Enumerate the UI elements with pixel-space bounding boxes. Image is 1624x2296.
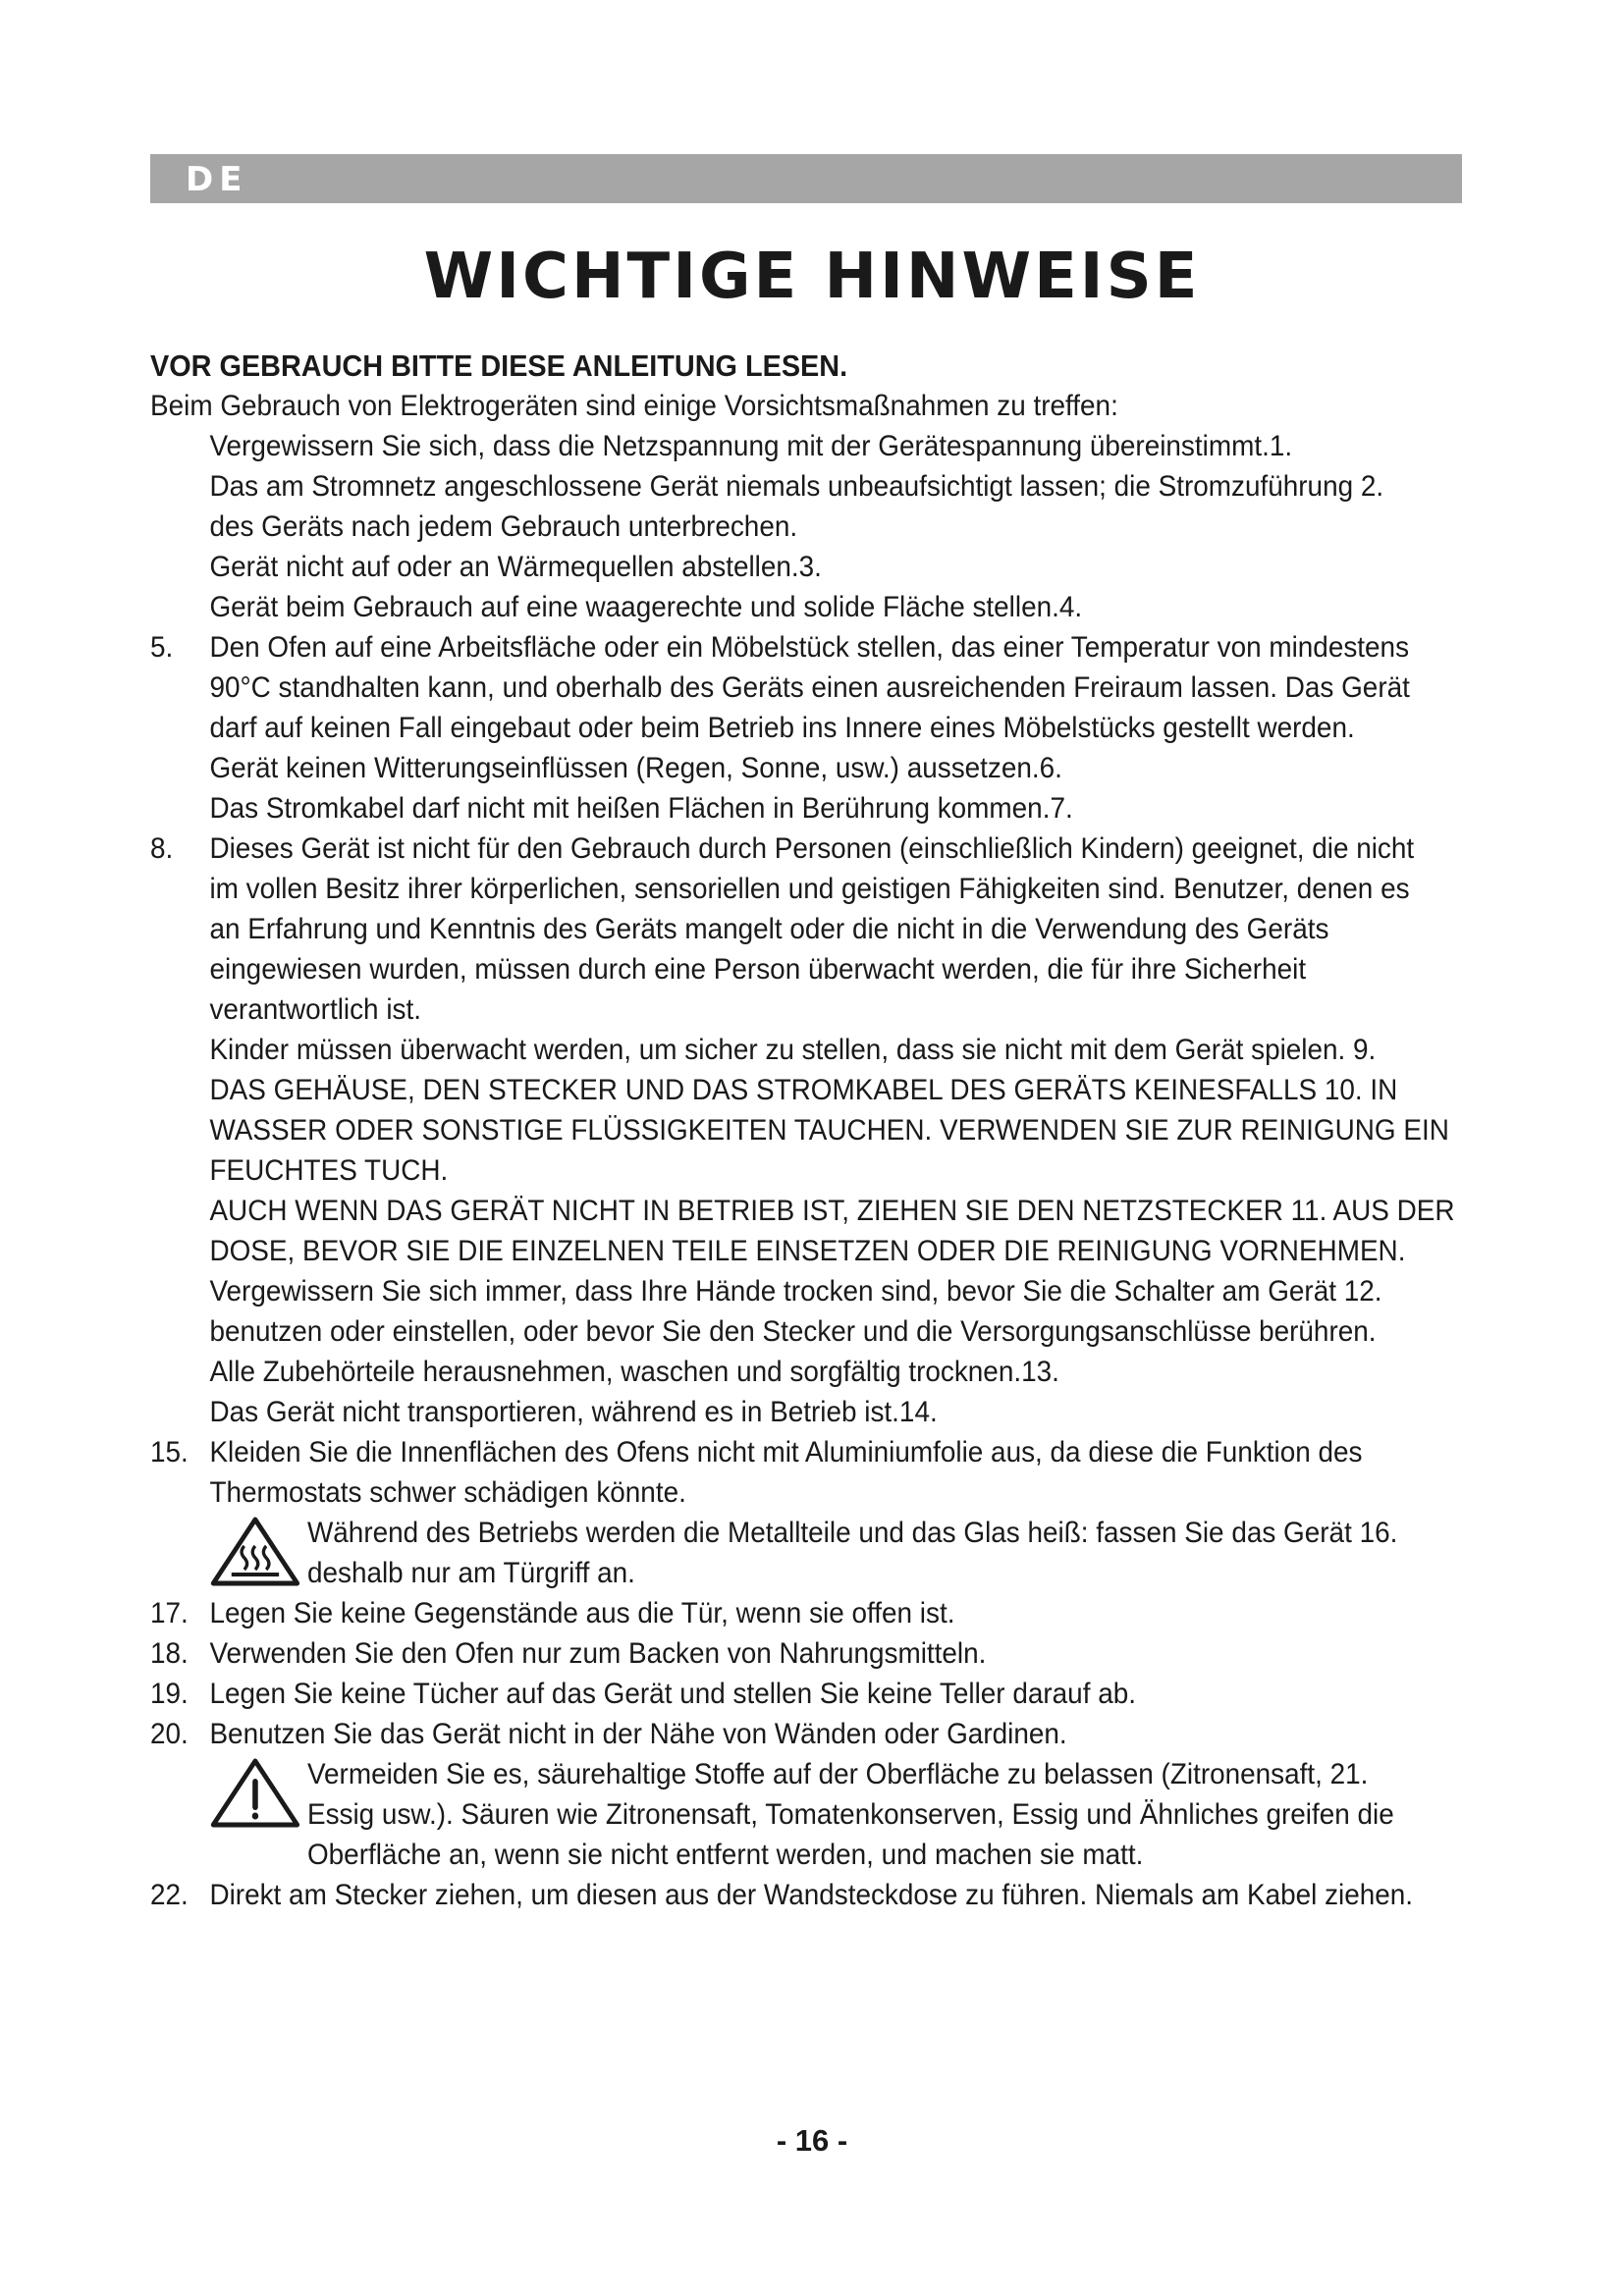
item-text: Verwenden Sie den Ofen nur zum Backen von Nahrungsmitteln.	[209, 1637, 987, 1670]
item-text: Benutzen Sie das Gerät nicht in der Nähe von Wänden oder Gardinen.	[209, 1718, 1067, 1750]
item-text: Während des Betriebs werden die Metallteile und das Glas heiß: fassen Sie das Gerät 16. deshalb nur am Türgriff an.	[306, 1517, 1398, 1589]
item-number: 15.	[150, 1436, 189, 1468]
item-number: 5.	[150, 631, 174, 664]
list-item	[150, 1030, 1488, 1070]
item-text: Vermeiden Sie es, säurehaltige Stoffe auf der Oberfläche zu belassen (Zitronensaft, 21. Essig usw.). Säuren wie Zitronensaft, Tomatenkonserven, Essig und Ähnliches greifen die Oberfläche an, wenn sie nicht entfernt werden, und machen sie matt.	[306, 1758, 1394, 1871]
list-item	[150, 1070, 1488, 1191]
item-text: Gerät nicht auf oder an Wärmequellen abstellen.3.	[209, 551, 822, 583]
list-item	[150, 466, 1488, 547]
page-title: WICHTIGE HINWEISE	[423, 240, 1201, 313]
item-number: 22.	[150, 1879, 189, 1911]
list-item	[150, 1714, 1488, 1754]
item-text: Das am Stromnetz angeschlossene Gerät niemals unbeaufsichtigt lassen; die Stromzuführung 2. des Geräts nach jedem Gebrauch unterbrechen.	[209, 470, 1384, 543]
instructions-body	[150, 346, 1455, 1915]
list-item	[150, 1593, 1488, 1633]
list-item	[150, 627, 1488, 748]
list-item	[150, 748, 1488, 788]
item-text: Gerät keinen Witterungseinflüssen (Regen, Sonne, usw.) aussetzen.6.	[209, 752, 1062, 784]
subheading: VOR GEBRAUCH BITTE DIESE ANLEITUNG LESEN.	[150, 348, 848, 383]
item-text: Vergewissern Sie sich, dass die Netzspannung mit der Gerätespannung übereinstimmt.1.	[209, 430, 1293, 462]
item-text: AUCH WENN DAS GERÄT NICHT IN BETRIEB IST, ZIEHEN SIE DEN NETZSTECKER 11. AUS DER DOSE, BEVOR SIE DIE EINZELNEN TEILE EINSETZEN ODER DIE REINIGUNG VORNEHMEN.	[209, 1195, 1455, 1267]
item-number: 8.	[150, 832, 174, 865]
hot-surface-warning-icon	[209, 1517, 300, 1587]
item-text: Den Ofen auf eine Arbeitsfläche oder ein Möbelstück stellen, das einer Temperatur von mindestens 90°C standhalten kann, und oberhalb des Geräts einen ausreichenden Freiraum lassen. Das Gerät darf auf keinen Fall eingebaut oder beim Betrieb ins Innere eines Möbelstücks gestellt werden.	[209, 631, 1410, 744]
item-text: Legen Sie keine Tücher auf das Gerät und stellen Sie keine Teller darauf ab.	[209, 1678, 1136, 1710]
item-number: 20.	[150, 1718, 189, 1750]
list-item	[150, 1191, 1488, 1271]
list-item	[150, 1271, 1488, 1352]
list-item	[150, 788, 1488, 828]
language-label: DE	[186, 160, 248, 199]
list-item	[150, 1352, 1488, 1392]
item-number: 17.	[150, 1597, 189, 1629]
item-text: Dieses Gerät ist nicht für den Gebrauch durch Personen (einschließlich Kindern) geeignet, die nicht im vollen Besitz ihrer körperlichen, sensoriellen und geistigen Fähigkeiten sind. Benutzer, denen es an Erfahrung und Kenntnis des Geräts mangelt oder die nicht in die Verwendung des Geräts eingewiesen wurden, müssen durch eine Person überwacht werden, die für ihre Sicherheit verantwortlich ist.	[209, 832, 1415, 1026]
list-item-caution-warning	[150, 1754, 1488, 1875]
item-text: Legen Sie keine Gegenstände aus die Tür, wenn sie offen ist.	[209, 1597, 955, 1629]
item-text: Das Stromkabel darf nicht mit heißen Flächen in Berührung kommen.7.	[209, 792, 1073, 825]
item-text: Gerät beim Gebrauch auf eine waagerechte und solide Fläche stellen.4.	[209, 591, 1083, 623]
list-item	[150, 547, 1488, 587]
list-item	[150, 1633, 1488, 1674]
item-text: Das Gerät nicht transportieren, während es in Betrieb ist.14.	[209, 1396, 938, 1428]
caution-warning-icon	[209, 1758, 300, 1829]
list-item	[150, 1875, 1488, 1915]
list-item	[150, 828, 1488, 1030]
item-text: Kinder müssen überwacht werden, um sicher zu stellen, dass sie nicht mit dem Gerät spielen. 9.	[209, 1034, 1377, 1066]
item-text: Alle Zubehörteile herausnehmen, waschen und sorgfältig trocknen.13.	[209, 1356, 1059, 1388]
item-text: Kleiden Sie die Innenflächen des Ofens nicht mit Aluminiumfolie aus, da diese die Funktion des Thermostats schwer schädigen könnte.	[209, 1436, 1363, 1509]
item-number: 19.	[150, 1678, 189, 1710]
item-text: DAS GEHÄUSE, DEN STECKER UND DAS STROMKABEL DES GERÄTS KEINESFALLS 10. IN WASSER ODER SONSTIGE FLÜSSIGKEITEN TAUCHEN. VERWENDEN SIE ZUR REINIGUNG EIN FEUCHTES TUCH.	[209, 1074, 1449, 1187]
list-item	[150, 1674, 1488, 1714]
page-number: - 16 -	[776, 2123, 848, 2158]
list-item	[150, 1432, 1488, 1513]
intro-text: Beim Gebrauch von Elektrogeräten sind einige Vorsichtsmaßnahmen zu treffen:	[150, 390, 1118, 422]
item-text: Direkt am Stecker ziehen, um diesen aus der Wandsteckdose zu führen. Niemals am Kabel ziehen.	[209, 1879, 1414, 1911]
list-item-hot-warning	[150, 1513, 1488, 1593]
list-item	[150, 587, 1488, 627]
item-number: 18.	[150, 1637, 189, 1670]
language-header-bar	[150, 154, 1462, 203]
list-item	[150, 426, 1488, 466]
item-text: Vergewissern Sie sich immer, dass Ihre Hände trocken sind, bevor Sie die Schalter am Gerät 12. benutzen oder einstellen, oder bevor Sie den Stecker und die Versorgungsanschlüsse berühren.	[209, 1275, 1382, 1348]
list-item	[150, 1392, 1488, 1432]
